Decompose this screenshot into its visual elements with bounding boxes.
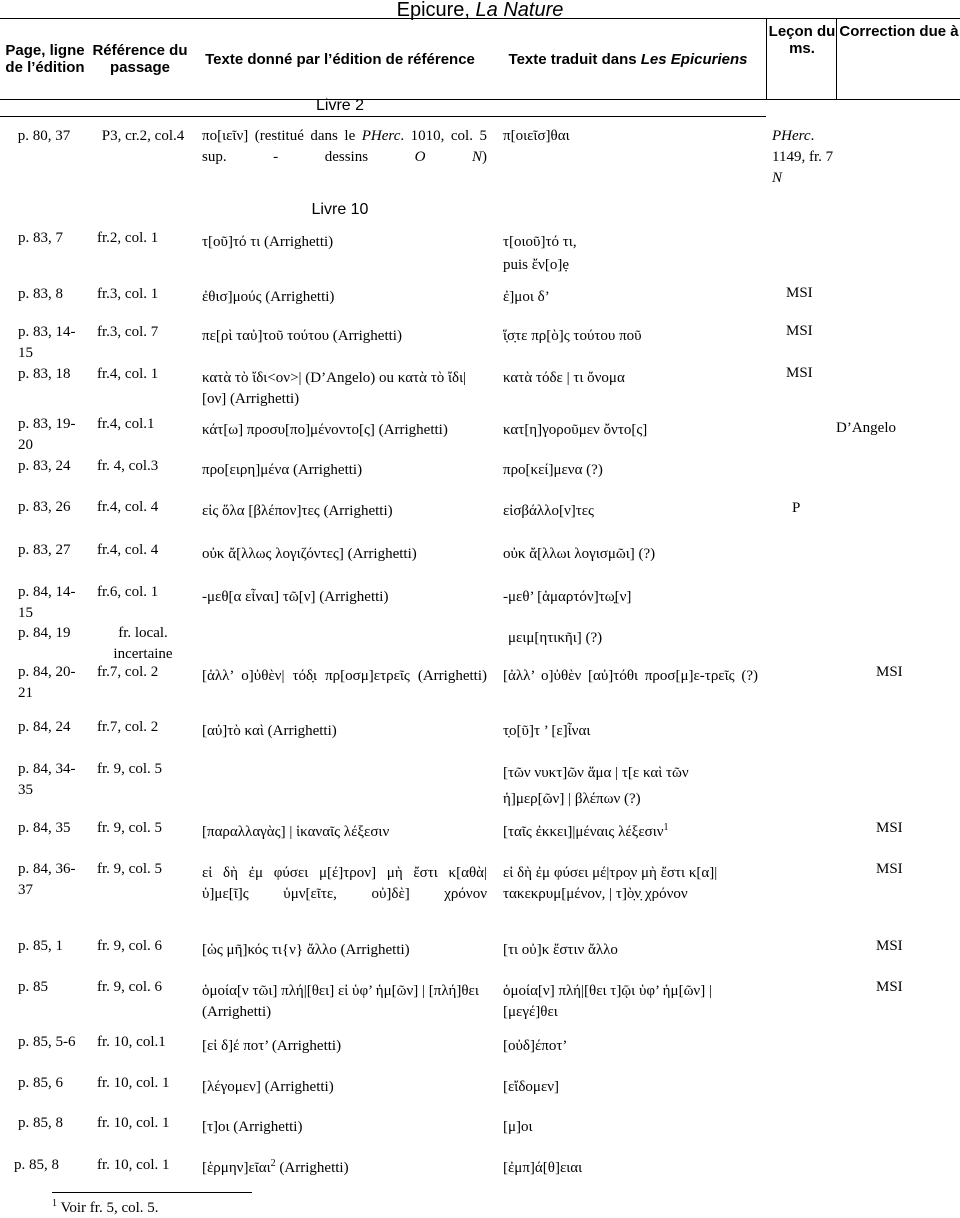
manuscript-reading: MSI (786, 285, 813, 301)
manuscript-reading (772, 126, 834, 189)
reference-text: [παραλλαγὰς] | ἱκαναῖς λέξεσιν (202, 824, 390, 840)
passage-reference: fr.4, col. 4 (97, 542, 159, 558)
reference-text: ὁμοία[ν τῶι] πλή|[θει] εἰ ὑφ’ ἡμ[ῶν] | [πλή]θει (Arrighetti) (202, 983, 479, 1020)
translated-text: τ[οιοῦ]τό τι, (503, 234, 577, 250)
passage-reference: fr.3, col. 7 (97, 324, 159, 340)
divider (0, 116, 766, 117)
passage-reference: fr. 10, col. 1 (97, 1075, 170, 1091)
passage-reference: fr. 10, col.1 (97, 1034, 166, 1050)
page-line: p. 84, 14-15 (18, 584, 76, 621)
reference-text-italic: O N (414, 149, 483, 165)
footnote-marker: 2 (270, 1158, 276, 1169)
correction-author: D’Angelo (836, 420, 896, 436)
page-line: p. 83, 7 (18, 230, 63, 246)
page-line: p. 83, 18 (18, 366, 71, 382)
reference-text: [ἀλλ’ ο]ὐθὲν| τόδ̣ι πρ[οσμ]ετρεῖς (Arrighetti) (202, 668, 487, 684)
page-line: p. 84, 19 (18, 625, 71, 641)
reference-text-italic: PHerc (361, 128, 401, 144)
translated-text-line-2: ἡ]μερ[ῶν] | βλέπων (?) (503, 791, 641, 807)
page-line: p. 85, 5-6 (18, 1034, 76, 1050)
passage-reference: fr. 4, col.3 (97, 458, 159, 474)
page-line: p. 84, 36-37 (18, 861, 76, 898)
section-livre-2: Livre 2 (315, 97, 365, 114)
passage-reference: fr. 9, col. 5 (97, 861, 162, 877)
translated-text: εἰσβάλλο[ν]τες (503, 503, 594, 519)
manuscript-reading: MSI (876, 979, 903, 995)
translated-text-part: [ταῖς ἐκκει]|μέναις λέξεσιν (503, 824, 664, 840)
manuscript-reading: MSI (786, 365, 813, 381)
header-reference: Référence du passage (92, 42, 188, 76)
passage-reference: fr.7, col. 2 (97, 664, 159, 680)
reference-text (202, 126, 487, 168)
translated-text: ἐ]μοι δ’ (503, 289, 550, 305)
translated-text: προ[κεί]μενα (?) (503, 462, 603, 478)
reference-text-part: [ἑρμην]εῖαι (202, 1160, 271, 1176)
translated-text: μειμ[ητικῆι] (?) (508, 630, 603, 646)
page-line: p. 84, 35 (18, 820, 71, 836)
header-traduction-prefix: Texte traduit dans (508, 50, 641, 68)
page-line: p. 83, 24 (18, 458, 71, 474)
passage-reference: fr.6, col. 1 (97, 584, 159, 600)
passage-reference: P3, cr.2, col.4 (101, 128, 185, 144)
header-correction: Correction due à (836, 19, 960, 99)
header-page: Page, ligne de l’édition (5, 42, 85, 76)
translated-text-line-2: puis ἔν[ο]ẹ (503, 257, 569, 273)
manuscript-reading: MSI (786, 323, 813, 339)
passage-reference: fr. 10, col. 1 (97, 1115, 170, 1131)
header-traduction (490, 19, 766, 99)
footnote-text: Voir fr. 5, col. 5. (57, 1200, 159, 1216)
reference-text: [ὡς μῆ]κός τι{ν} ἄλλο (Arrighetti) (202, 942, 410, 958)
manuscript-reading: MSI (876, 938, 903, 954)
footnote-number: 1 (52, 1198, 57, 1209)
translated-text: [εἴδομεν] (503, 1079, 560, 1095)
translated-text: κατ[η]γοροῦμεν ὄντο[ς] (503, 422, 648, 438)
page-line: p. 84, 34-35 (18, 761, 76, 798)
passage-reference: fr.4, col. 1 (97, 366, 159, 382)
passage-reference: fr.4, col. 4 (97, 499, 159, 515)
manuscript-reading-italic: PHerc (772, 128, 811, 144)
page-line: p. 85, 1 (18, 938, 63, 954)
passage-reference: fr. 10, col. 1 (97, 1157, 170, 1173)
translated-text: [οὐδ]έποτ’ (503, 1038, 568, 1054)
translated-text: [μ]οι (503, 1119, 533, 1135)
passage-reference: fr.7, col. 2 (97, 719, 159, 735)
reference-text: οὐκ ἄ[λλως λογιζόντες] (Arrighetti) (202, 546, 417, 562)
translated-text: ὁμοία[ν] πλή|[θει τ]ῷι ὑφ’ ἡμ[ῶν] | [μεγέ]θει (503, 983, 712, 1020)
passage-reference: fr.4, col.1 (97, 416, 155, 432)
translated-text: [ἐμπ]ά[θ]ειαι (503, 1160, 583, 1176)
reference-text: [τ]οι (Arrighetti) (202, 1119, 303, 1135)
page-line: p. 84, 20-21 (18, 664, 76, 701)
header-lecon: Leçon du ms. (766, 19, 837, 99)
reference-text: [αὐ]τὸ καὶ (Arrighetti) (202, 723, 337, 739)
translated-text: [τῶν νυκτ]ῶν ἅμα | τ[ε καὶ τῶν (503, 765, 689, 781)
page-line: p. 85, 8 (18, 1115, 63, 1131)
passage-reference: fr. 9, col. 6 (97, 979, 162, 995)
translated-text: -μεθ’ [ἁμαρτόν]τω̣[ν] (503, 589, 632, 605)
reference-text: -μεθ[α εἶναι] τῶ[ν] (Arrighetti) (202, 589, 389, 605)
footnote (52, 1198, 159, 1218)
reference-text-part: πο[ιεῖν] (restitué dans le (202, 128, 362, 144)
passage-reference: fr. 9, col. 5 (97, 820, 162, 836)
page-line: p. 83, 19-20 (18, 416, 76, 453)
table-header (0, 18, 960, 100)
page-line: p. 83, 8 (18, 286, 63, 302)
reference-text: τ[οῦ]τό τι (Arrighetti) (202, 234, 334, 250)
reference-text: [εἰ δ]έ ποτ’ (Arrighetti) (202, 1038, 342, 1054)
manuscript-reading-part: . 1149, fr. 7 (772, 128, 834, 165)
section-livre-10: Livre 10 (311, 201, 369, 218)
passage-reference: fr.3, col. 1 (97, 286, 159, 302)
translated-text: π[οιεῖσ]θαι (503, 128, 570, 144)
manuscript-reading: MSI (876, 820, 903, 836)
translated-text (503, 822, 758, 843)
header-texte: Texte donné par l’édition de référence (205, 50, 475, 68)
passage-reference: fr. local. incertaine (113, 625, 173, 662)
translated-text: ἵ̣σ̣τε πρ[ὸ]ς τούτου ποῦ (503, 328, 642, 344)
page-line: p. 80, 37 (17, 128, 71, 144)
footnote-divider (52, 1192, 252, 1193)
reference-text-part: . 1010, col. 5 sup. - dessins (202, 128, 487, 165)
title-italic: La Nature (475, 0, 564, 21)
page-line: p. 85, 8 (14, 1157, 59, 1173)
manuscript-reading: P (792, 500, 801, 516)
reference-text: ἐθισ]μούς (Arrighetti) (202, 289, 335, 305)
reference-text: κατὰ τὸ ἴδι<ον>| (D’Angelo) ou κατὰ τὸ ἴδι|[ον] (Arrighetti) (202, 370, 467, 407)
reference-text-part: (Arrighetti) (275, 1160, 349, 1176)
page-line: p. 83, 14-15 (18, 324, 76, 361)
manuscript-reading: MSI (876, 861, 903, 877)
translated-text: οὐκ ἄ[λλωι λογισμῶι] (?) (503, 546, 656, 562)
reference-text: εἰς ὅλα [βλέπον]τες (Arrighetti) (202, 503, 393, 519)
header-traduction-italic: Les Epicuriens (640, 50, 748, 68)
page-line: p. 84, 24 (18, 719, 71, 735)
reference-text-part: ) (482, 149, 488, 165)
translated-text: τ̣ο[ῦ]τ ’ [ε]ἶναι (503, 723, 591, 739)
reference-text: πε[ρὶ ταὐ]τοῦ τούτου (Arrighetti) (202, 328, 402, 344)
passage-reference: fr.2, col. 1 (97, 230, 159, 246)
passage-reference: fr. 9, col. 6 (97, 938, 162, 954)
page-line: p. 83, 27 (18, 542, 71, 558)
footnote-marker: 1 (663, 822, 669, 833)
reference-text: προ[ειρη]μένα (Arrighetti) (202, 462, 363, 478)
reference-text: κάτ[ω] προσυ[πο]μένοντο[ς] (Arrighetti) (202, 422, 448, 438)
page-line: p. 83, 26 (18, 499, 71, 515)
translated-text: εἰ δὴ ἐμ φύσει μέ|τρο̣ν μὴ ἔστι κ[α]| τακεκρυμ[μένον, | τ]ὸ̣ν̣ χρόνον (503, 865, 718, 902)
reference-text (202, 1158, 487, 1179)
manuscript-reading-italic: N (772, 170, 783, 186)
manuscript-reading: MSI (876, 664, 903, 680)
page-line: p. 85 (18, 979, 48, 995)
translated-text: κατὰ τόδε | τι ὄνομα (503, 370, 625, 386)
reference-text: εἰ δὴ ἐμ φύσει μ[έ]τρον] μὴ ἔστι κ[αθὰ| ὑ]με[ῖ]ς ὑμν[εῖτε, οὐ]δὲ] χρόνον (202, 865, 487, 902)
page-line: p. 85, 6 (18, 1075, 63, 1091)
translated-text: [τι οὐ]κ ἔστιν ἄλλο (503, 942, 618, 958)
passage-reference: fr. 9, col. 5 (97, 761, 162, 777)
translated-text: [ἀλλ’ ο]ὐθὲν [αὐ]τόθι προσ[μ]ε-τρεῖς (?) (503, 668, 758, 684)
reference-text: [λέγομεν] (Arrighetti) (202, 1079, 334, 1095)
title-prefix: Epicure, (396, 0, 476, 21)
